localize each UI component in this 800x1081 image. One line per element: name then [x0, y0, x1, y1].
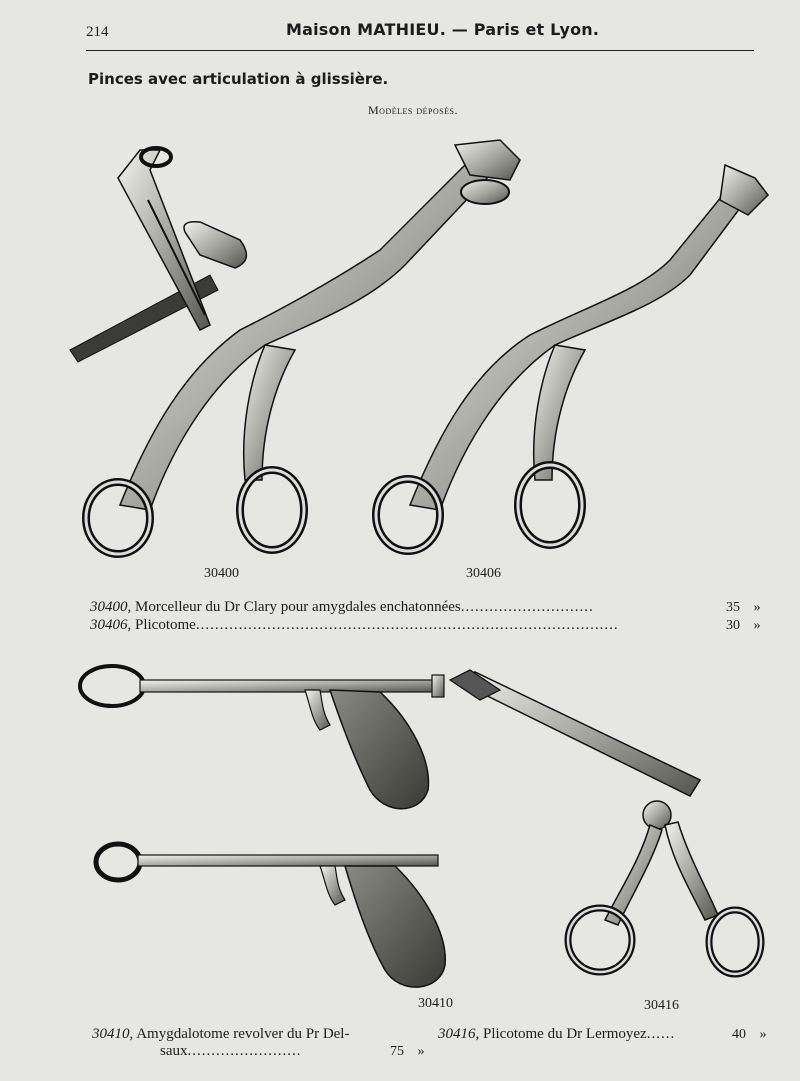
figure-caption-30406: 30406: [466, 566, 501, 581]
figure-caption-30416: 30416: [644, 998, 679, 1013]
list-item-30410: [92, 1026, 349, 1043]
price-30406: [726, 618, 761, 634]
list-item-30400: [90, 599, 594, 616]
price-value: 75: [390, 1044, 404, 1059]
item-description: Amygdalotome revolver du Pr Del-: [136, 1026, 350, 1042]
item-description: Plicotome: [135, 617, 196, 633]
running-header: Maison MATHIEU. — Paris et Lyon.: [286, 20, 600, 39]
list-item-30406: [90, 617, 710, 634]
list-item-30416: [438, 1026, 675, 1043]
instrument-30410-upper-illustration: [80, 666, 444, 809]
instrument-30416-illustration: [450, 670, 761, 974]
item-number: 30416,: [438, 1026, 480, 1042]
item-number: 30406,: [90, 617, 132, 633]
price-value: 40: [732, 1027, 746, 1042]
item-description-cont: saux: [160, 1043, 188, 1059]
section-title: Pinces avec articulation à glissière.: [88, 70, 389, 88]
price-unit: »: [753, 600, 761, 615]
price-30416: [732, 1027, 767, 1043]
item-number: 30410,: [92, 1026, 134, 1042]
leader-dots: ........................: [187, 1043, 302, 1059]
price-unit: »: [753, 618, 761, 633]
figure-caption-30400: 30400: [204, 566, 239, 581]
detail-inset-illustration: [70, 148, 246, 362]
price-30400: [726, 600, 761, 616]
item-description: Morcelleur du Dr Clary pour amygdales enchatonnées: [135, 599, 461, 615]
item-number: 30400,: [90, 599, 132, 615]
page-number: 214: [86, 24, 109, 40]
price-30410: [390, 1044, 425, 1060]
instrument-30410-lower-illustration: [96, 844, 445, 987]
subtitle: Modèles déposés.: [368, 103, 459, 117]
leader-dots: ............................: [460, 599, 594, 615]
list-item-30410-cont: [160, 1043, 302, 1060]
leader-dots: ......: [646, 1026, 676, 1042]
figure-caption-30410: 30410: [418, 996, 453, 1011]
price-unit: »: [759, 1027, 767, 1042]
price-value: 35: [726, 600, 740, 615]
leader-dots: .........................................................................................: [195, 617, 619, 633]
item-description: Plicotome du Dr Lermoyez: [483, 1026, 647, 1042]
price-value: 30: [726, 618, 740, 633]
price-unit: »: [417, 1044, 425, 1059]
